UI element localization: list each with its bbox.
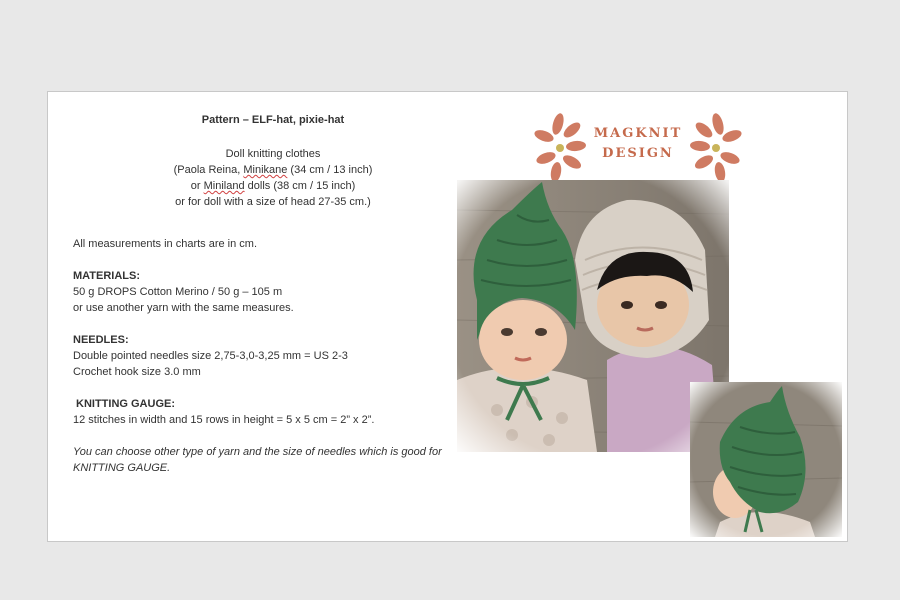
document-page (47, 91, 848, 542)
hat-detail-photo (690, 382, 842, 537)
materials-line-1: 50 g DROPS Cotton Merino / 50 g – 105 m (73, 286, 283, 298)
intro-line-1: Doll knitting clothes (225, 148, 321, 160)
magknit-logo (528, 106, 748, 188)
needles-section (73, 332, 473, 380)
dolls-photo (457, 180, 729, 452)
brand-minikane: Minikane (243, 164, 288, 176)
pattern-text (73, 112, 473, 476)
intro-line-2 (73, 162, 473, 178)
materials-line-2: or use another yarn with the same measures. (73, 302, 294, 314)
flower-ornament-right-icon (682, 110, 748, 184)
needles-line-2: Crochet hook size 3.0 mm (73, 366, 201, 378)
flower-ornament-left-icon (528, 110, 594, 184)
brand-miniland: Miniland (203, 180, 245, 192)
materials-heading: MATERIALS: (73, 270, 141, 282)
measure-note: All measurements in charts are in cm. (73, 238, 258, 250)
dolls-photo-image (457, 180, 729, 452)
needles-line-1: Double pointed needles size 2,75-3,0-3,25 mm = US 2-3 (73, 350, 348, 362)
logo-wordmark (592, 124, 684, 164)
yarn-note: You can choose other type of yarn and the size of needles which is good for KNITTING GAUGE. (73, 446, 442, 474)
intro-line-2-post: (34 cm / 13 inch) (287, 164, 373, 176)
logo-line-2: DESIGN (602, 146, 674, 161)
logo-line-1: MAGKNIT (593, 126, 683, 141)
intro-line-3-post: dolls (38 cm / 15 inch) (244, 180, 356, 192)
pattern-title: Pattern – ELF-hat, pixie-hat (201, 114, 345, 126)
materials-section (73, 268, 473, 316)
gauge-heading: KNITTING GAUGE: (76, 398, 175, 410)
hat-detail-image (690, 382, 842, 537)
intro-line-2-pre: (Paola Reina, (173, 164, 244, 176)
intro-block (73, 146, 473, 210)
gauge-line-1: 12 stitches in width and 15 rows in height = 5 x 5 cm = 2” x 2”. (73, 414, 375, 426)
needles-heading: NEEDLES: (73, 334, 129, 346)
intro-line-3 (73, 178, 473, 194)
gauge-section (73, 396, 473, 428)
intro-line-4: or for doll with a size of head 27-35 cm.) (175, 196, 371, 208)
intro-line-3-pre: or (190, 180, 204, 192)
